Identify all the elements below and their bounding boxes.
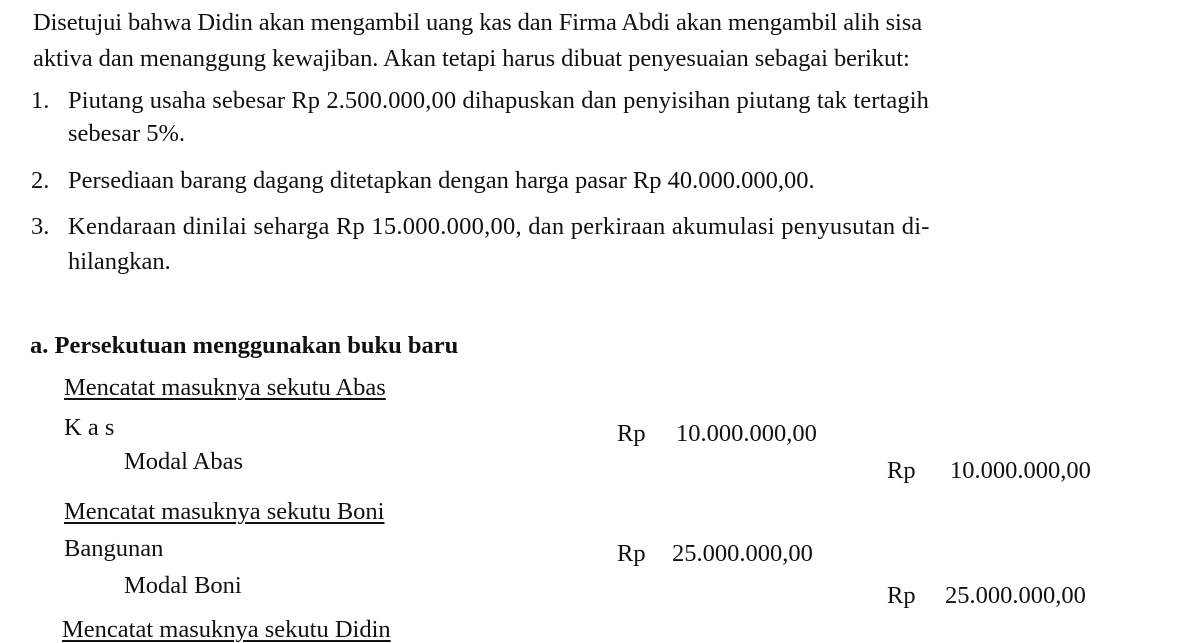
debit-currency: Rp [617, 420, 646, 447]
entry-caption-partial: Mencatat masuknya sekutu Didin [62, 616, 391, 643]
list-item-text: hilangkan. [68, 248, 171, 275]
credit-account: Modal Abas [124, 448, 244, 475]
entry-caption: Mencatat masuknya sekutu Boni [64, 498, 385, 525]
credit-currency: Rp [887, 582, 916, 609]
debit-account: K a s [64, 414, 115, 441]
list-item-text: Kendaraan dinilai seharga Rp 15.000.000,00, dan perkiraan akumulasi penyusutan di- [68, 213, 930, 240]
credit-currency: Rp [887, 457, 916, 484]
list-item-number: 3. [31, 213, 50, 240]
credit-amount: 25.000.000,00 [945, 582, 1086, 609]
debit-amount: 25.000.000,00 [672, 540, 813, 567]
intro-line-2: aktiva dan menanggung kewajiban. Akan tetapi harus dibuat penyesuaian sebagai berikut: [33, 45, 910, 72]
debit-currency: Rp [617, 540, 646, 567]
credit-account: Modal Boni [124, 572, 242, 599]
intro-line-1: Disetujui bahwa Didin akan mengambil uang kas dan Firma Abdi akan mengambil alih sisa [33, 9, 922, 36]
debit-amount: 10.000.000,00 [676, 420, 817, 447]
list-item-text: Piutang usaha sebesar Rp 2.500.000,00 dihapuskan dan penyisihan piutang tak tertagih [68, 87, 929, 114]
debit-account: Bangunan [64, 535, 164, 562]
list-item-number: 2. [31, 167, 50, 194]
list-item-text: sebesar 5%. [68, 120, 186, 147]
section-heading: a. Persekutuan menggunakan buku baru [30, 332, 459, 359]
list-item-text: Persediaan barang dagang ditetapkan dengan harga pasar Rp 40.000.000,00. [68, 167, 815, 194]
entry-caption: Mencatat masuknya sekutu Abas [64, 374, 386, 401]
list-item-number: 1. [31, 87, 50, 114]
credit-amount: 10.000.000,00 [950, 457, 1091, 484]
